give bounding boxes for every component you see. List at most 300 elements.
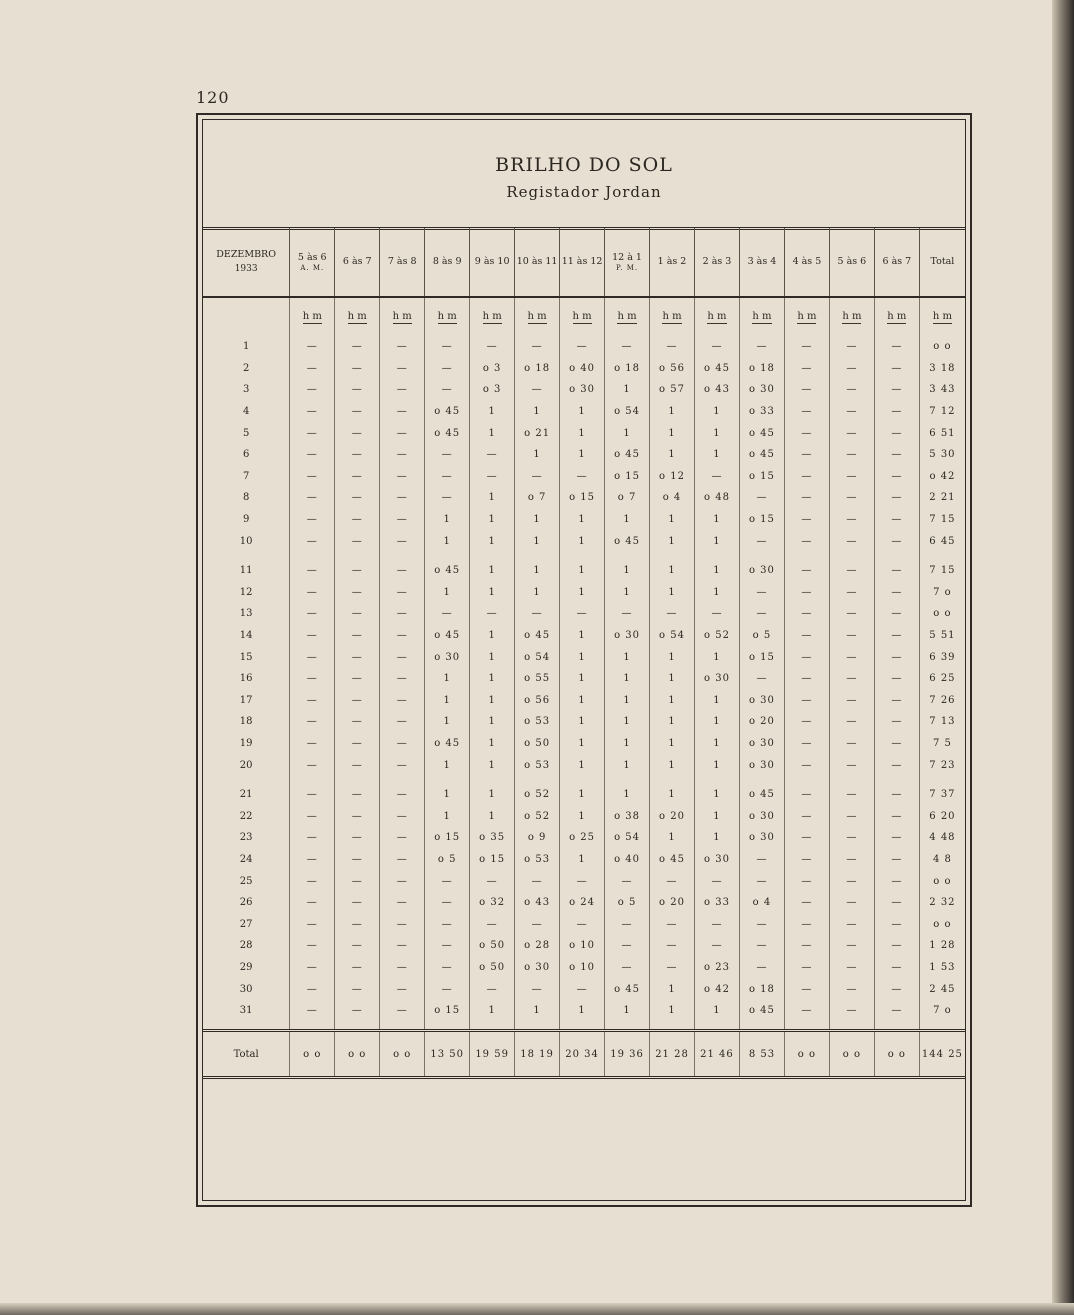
value-cell: —	[335, 935, 380, 957]
value-cell: o 20	[739, 711, 784, 733]
total-cell: 21 28	[650, 1031, 695, 1078]
value-cell: —	[695, 603, 740, 625]
value-cell: —	[739, 870, 784, 892]
table-row	[203, 957, 965, 979]
value-cell: 1	[560, 754, 605, 776]
units-cell	[515, 297, 560, 336]
title-block	[203, 120, 965, 230]
value-cell: 1	[425, 690, 470, 712]
value-cell: 1	[470, 668, 515, 690]
spacer-cell	[380, 776, 425, 784]
value-cell: —	[829, 422, 874, 444]
value-cell: o 50	[470, 935, 515, 957]
value-cell: 1	[605, 784, 650, 806]
units-cell	[605, 297, 650, 336]
value-cell: —	[335, 784, 380, 806]
value-cell: —	[290, 530, 335, 552]
column-header-label: 2 às 3	[702, 256, 732, 268]
value-cell: o 45	[739, 784, 784, 806]
value-cell: 1	[470, 646, 515, 668]
value-cell: —	[695, 913, 740, 935]
column-header-label: 7 às 8	[387, 256, 417, 268]
value-cell: 1	[695, 1000, 740, 1022]
day-cell: 1	[242, 341, 250, 353]
spacer-cell	[470, 776, 515, 784]
spacer-cell	[290, 1021, 335, 1031]
value-cell: —	[290, 560, 335, 582]
value-cell: 3 18	[919, 358, 965, 380]
value-cell: —	[560, 913, 605, 935]
units-label: h m	[752, 310, 772, 322]
value-cell: —	[874, 668, 919, 690]
spacer-row	[203, 552, 965, 560]
table-row	[203, 646, 965, 668]
spacer-cell	[425, 552, 470, 560]
value-cell: 1	[650, 827, 695, 849]
value-cell: o 45	[739, 422, 784, 444]
value-cell: —	[784, 1000, 829, 1022]
value-cell: —	[380, 668, 425, 690]
value-cell: 1	[650, 422, 695, 444]
value-cell: 1	[560, 509, 605, 531]
value-cell: —	[829, 646, 874, 668]
value-cell: —	[829, 754, 874, 776]
value-cell: o 15	[425, 827, 470, 849]
value-cell: —	[335, 1000, 380, 1022]
spacer-cell	[695, 552, 740, 560]
page-bottom-edge	[0, 1303, 1074, 1315]
value-cell: 1	[515, 530, 560, 552]
value-cell: 1	[425, 784, 470, 806]
spacer-cell	[919, 552, 965, 560]
value-cell: —	[874, 733, 919, 755]
value-cell: —	[470, 603, 515, 625]
month-label: DEZEMBRO	[216, 248, 277, 260]
value-cell: o 30	[605, 625, 650, 647]
value-cell: o 15	[560, 487, 605, 509]
value-cell: —	[380, 892, 425, 914]
day-cell: 29	[239, 961, 253, 973]
value-cell: 1	[560, 625, 605, 647]
units-cell	[290, 297, 335, 336]
column-header-label: Total	[930, 256, 955, 268]
value-cell: 1	[425, 805, 470, 827]
table-row	[203, 603, 965, 625]
table-row	[203, 560, 965, 582]
value-cell: —	[380, 487, 425, 509]
value-cell: —	[290, 422, 335, 444]
value-cell: —	[380, 603, 425, 625]
value-cell: 2 45	[919, 978, 965, 1000]
value-cell: o 10	[560, 957, 605, 979]
day-cell: 21	[239, 789, 253, 801]
value-cell: 1	[425, 582, 470, 604]
spacer-cell	[919, 1021, 965, 1031]
value-cell: —	[290, 487, 335, 509]
value-cell: 6 25	[919, 668, 965, 690]
value-cell: —	[874, 870, 919, 892]
value-cell: —	[290, 444, 335, 466]
day-cell: 11	[239, 565, 253, 577]
value-cell: o 50	[515, 733, 560, 755]
column-header	[515, 228, 560, 297]
value-cell: —	[425, 978, 470, 1000]
value-cell: —	[829, 892, 874, 914]
value-cell: o 30	[695, 849, 740, 871]
total-cell: o o	[784, 1031, 829, 1078]
value-cell: —	[784, 603, 829, 625]
value-cell: —	[380, 509, 425, 531]
table-row	[203, 805, 965, 827]
total-cell: 20 34	[560, 1031, 605, 1078]
table-row	[203, 358, 965, 380]
spacer-cell	[695, 776, 740, 784]
total-cell: 19 59	[470, 1031, 515, 1078]
spacer-cell	[650, 1021, 695, 1031]
value-cell: —	[650, 957, 695, 979]
units-cell	[560, 297, 605, 336]
value-cell: —	[290, 805, 335, 827]
day-cell: 28	[239, 940, 253, 952]
value-cell: 1	[560, 422, 605, 444]
value-cell: —	[290, 582, 335, 604]
total-cell: 144 25	[919, 1031, 965, 1078]
value-cell: 1	[605, 509, 650, 531]
value-cell: o 30	[739, 560, 784, 582]
value-cell: 1	[695, 690, 740, 712]
value-cell: 1	[650, 754, 695, 776]
value-cell: o 18	[739, 358, 784, 380]
value-cell: —	[290, 957, 335, 979]
value-cell: —	[335, 978, 380, 1000]
value-cell: 1	[560, 711, 605, 733]
total-cell: 21 46	[695, 1031, 740, 1078]
value-cell: —	[380, 401, 425, 423]
table-row	[203, 892, 965, 914]
value-cell: —	[829, 487, 874, 509]
value-cell: —	[290, 1000, 335, 1022]
header-row	[203, 228, 965, 297]
column-header	[560, 228, 605, 297]
column-header-label: 1 às 2	[657, 256, 687, 268]
day-cell: 3	[242, 384, 250, 396]
table-row	[203, 733, 965, 755]
value-cell: —	[829, 358, 874, 380]
value-cell: 1	[695, 422, 740, 444]
value-cell: o 32	[470, 892, 515, 914]
value-cell: 1	[470, 1000, 515, 1022]
day-cell: 10	[239, 535, 253, 547]
column-header	[380, 228, 425, 297]
total-cell: 18 19	[515, 1031, 560, 1078]
value-cell: 2 21	[919, 487, 965, 509]
value-cell: —	[470, 444, 515, 466]
spacer-cell	[425, 1021, 470, 1031]
value-cell: —	[829, 625, 874, 647]
day-cell: 31	[239, 1005, 253, 1017]
column-header	[874, 228, 919, 297]
spacer-cell	[829, 776, 874, 784]
column-header-label: 12 à 1	[612, 252, 642, 264]
spacer-cell	[203, 552, 290, 560]
value-cell: —	[874, 379, 919, 401]
value-cell: —	[335, 805, 380, 827]
value-cell: —	[335, 668, 380, 690]
value-cell: —	[380, 646, 425, 668]
value-cell: —	[874, 509, 919, 531]
value-cell: —	[829, 379, 874, 401]
table-row	[203, 582, 965, 604]
units-cell	[695, 297, 740, 336]
value-cell: 1	[425, 509, 470, 531]
value-cell: 1	[560, 668, 605, 690]
value-cell: —	[874, 466, 919, 488]
value-cell: —	[829, 690, 874, 712]
day-cell: 9	[242, 514, 250, 526]
value-cell: 1	[470, 711, 515, 733]
table-row	[203, 849, 965, 871]
value-cell: —	[380, 849, 425, 871]
value-cell: o 45	[425, 625, 470, 647]
value-cell: —	[605, 957, 650, 979]
value-cell: —	[335, 754, 380, 776]
value-cell: o 45	[605, 444, 650, 466]
value-cell: 6 20	[919, 805, 965, 827]
value-cell: —	[739, 668, 784, 690]
value-cell: o 30	[739, 805, 784, 827]
day-cell: 17	[239, 694, 253, 706]
table-row	[203, 754, 965, 776]
day-cell: 24	[239, 853, 253, 865]
value-cell: 1	[560, 1000, 605, 1022]
table-row	[203, 870, 965, 892]
value-cell: o 23	[695, 957, 740, 979]
value-cell: —	[784, 690, 829, 712]
value-cell: o 15	[739, 509, 784, 531]
units-cell	[784, 297, 829, 336]
spacer-cell	[515, 1021, 560, 1031]
value-cell: —	[739, 913, 784, 935]
value-cell: —	[290, 827, 335, 849]
value-cell: —	[425, 935, 470, 957]
spacer-cell	[290, 776, 335, 784]
value-cell: —	[380, 957, 425, 979]
value-cell: —	[874, 358, 919, 380]
value-cell: 1	[650, 444, 695, 466]
spacer-cell	[515, 552, 560, 560]
value-cell: —	[784, 646, 829, 668]
value-cell: —	[829, 870, 874, 892]
units-row	[203, 297, 965, 336]
spacer-cell	[335, 1021, 380, 1031]
value-cell: —	[874, 530, 919, 552]
spacer-cell	[335, 552, 380, 560]
value-cell: —	[874, 711, 919, 733]
value-cell: —	[784, 913, 829, 935]
units-cell	[650, 297, 695, 336]
value-cell: —	[335, 379, 380, 401]
table-row	[203, 625, 965, 647]
table-row	[203, 978, 965, 1000]
value-cell: —	[829, 603, 874, 625]
value-cell: —	[784, 358, 829, 380]
units-label: h m	[707, 310, 727, 322]
value-cell: —	[784, 957, 829, 979]
value-cell: —	[515, 978, 560, 1000]
value-cell: o 35	[470, 827, 515, 849]
value-cell: —	[874, 444, 919, 466]
table-row	[203, 711, 965, 733]
spacer-cell	[203, 1021, 290, 1031]
value-cell: 1	[605, 560, 650, 582]
value-cell: o 4	[739, 892, 784, 914]
value-cell: o 40	[560, 358, 605, 380]
value-cell: 1	[515, 582, 560, 604]
spacer-cell	[425, 776, 470, 784]
value-cell: —	[425, 913, 470, 935]
value-cell: —	[380, 560, 425, 582]
value-cell: o 42	[919, 466, 965, 488]
value-cell: —	[874, 913, 919, 935]
value-cell: 1	[650, 733, 695, 755]
value-cell: o 30	[739, 690, 784, 712]
table-row	[203, 935, 965, 957]
value-cell: 1	[560, 582, 605, 604]
value-cell: —	[739, 957, 784, 979]
value-cell: —	[784, 444, 829, 466]
units-cell	[919, 297, 965, 336]
value-cell: —	[784, 509, 829, 531]
column-header	[650, 228, 695, 297]
value-cell: o 5	[425, 849, 470, 871]
column-header-label: 9 às 10	[474, 256, 510, 268]
spacer-cell	[829, 1021, 874, 1031]
value-cell: o 33	[695, 892, 740, 914]
column-header-period: A. M.	[300, 263, 325, 272]
value-cell: o 18	[739, 978, 784, 1000]
value-cell: —	[425, 379, 470, 401]
value-cell: —	[560, 603, 605, 625]
day-cell: 30	[239, 983, 253, 995]
value-cell: —	[784, 466, 829, 488]
spacer-cell	[739, 1021, 784, 1031]
value-cell: 1	[515, 444, 560, 466]
value-cell: 1	[425, 711, 470, 733]
value-cell: —	[290, 978, 335, 1000]
value-cell: —	[425, 870, 470, 892]
value-cell: o 56	[650, 358, 695, 380]
units-cell	[470, 297, 515, 336]
value-cell: —	[380, 935, 425, 957]
day-cell: 23	[239, 832, 253, 844]
value-cell: 1	[650, 401, 695, 423]
value-cell: —	[739, 849, 784, 871]
value-cell: —	[829, 582, 874, 604]
value-cell: —	[784, 625, 829, 647]
value-cell: o 24	[560, 892, 605, 914]
table-row	[203, 530, 965, 552]
value-cell: —	[470, 978, 515, 1000]
value-cell: —	[335, 603, 380, 625]
value-cell: —	[290, 754, 335, 776]
value-cell: —	[335, 582, 380, 604]
value-cell: —	[335, 401, 380, 423]
column-header	[739, 228, 784, 297]
value-cell: 1 53	[919, 957, 965, 979]
value-cell: —	[695, 935, 740, 957]
value-cell: —	[874, 401, 919, 423]
table-row	[203, 913, 965, 935]
value-cell: 1	[650, 668, 695, 690]
table-subtitle: Registador Jordan	[506, 183, 662, 201]
units-label: h m	[662, 310, 682, 322]
units-cell	[425, 297, 470, 336]
value-cell: 1	[515, 560, 560, 582]
value-cell: o 54	[605, 401, 650, 423]
value-cell: —	[605, 935, 650, 957]
value-cell: 1	[695, 560, 740, 582]
table-row	[203, 827, 965, 849]
value-cell: —	[470, 336, 515, 358]
value-cell: —	[605, 603, 650, 625]
value-cell: —	[695, 466, 740, 488]
units-label: h m	[347, 310, 367, 322]
day-cell: 22	[239, 810, 253, 822]
spacer-cell	[784, 776, 829, 784]
value-cell: —	[874, 1000, 919, 1022]
value-cell: —	[335, 336, 380, 358]
column-header-label: 5 às 6	[837, 256, 867, 268]
value-cell: —	[874, 849, 919, 871]
value-cell: o 56	[515, 690, 560, 712]
value-cell: —	[335, 646, 380, 668]
value-cell: —	[874, 827, 919, 849]
value-cell: —	[290, 336, 335, 358]
value-cell: 1	[560, 690, 605, 712]
spacer-cell	[919, 776, 965, 784]
value-cell: o 15	[470, 849, 515, 871]
value-cell: 1	[650, 582, 695, 604]
value-cell: —	[829, 957, 874, 979]
units-label: h m	[842, 310, 862, 322]
value-cell: o 5	[605, 892, 650, 914]
table-row	[203, 668, 965, 690]
value-cell: o 57	[650, 379, 695, 401]
column-header	[829, 228, 874, 297]
day-cell: 13	[239, 608, 253, 620]
value-cell: o 30	[739, 754, 784, 776]
value-cell: o 45	[425, 401, 470, 423]
value-cell: o 55	[515, 668, 560, 690]
value-cell: 1	[605, 582, 650, 604]
value-cell: —	[290, 913, 335, 935]
value-cell: 3 43	[919, 379, 965, 401]
units-cell	[380, 297, 425, 336]
value-cell: 1	[470, 487, 515, 509]
value-cell: 1	[650, 690, 695, 712]
value-cell: o o	[919, 336, 965, 358]
value-cell: —	[380, 827, 425, 849]
value-cell: —	[380, 690, 425, 712]
value-cell: 1	[605, 1000, 650, 1022]
value-cell: —	[650, 603, 695, 625]
day-cell: 25	[239, 875, 253, 887]
value-cell: —	[515, 379, 560, 401]
day-cell: 12	[239, 586, 253, 598]
value-cell: —	[784, 711, 829, 733]
value-cell: 1 28	[919, 935, 965, 957]
value-cell: —	[290, 401, 335, 423]
